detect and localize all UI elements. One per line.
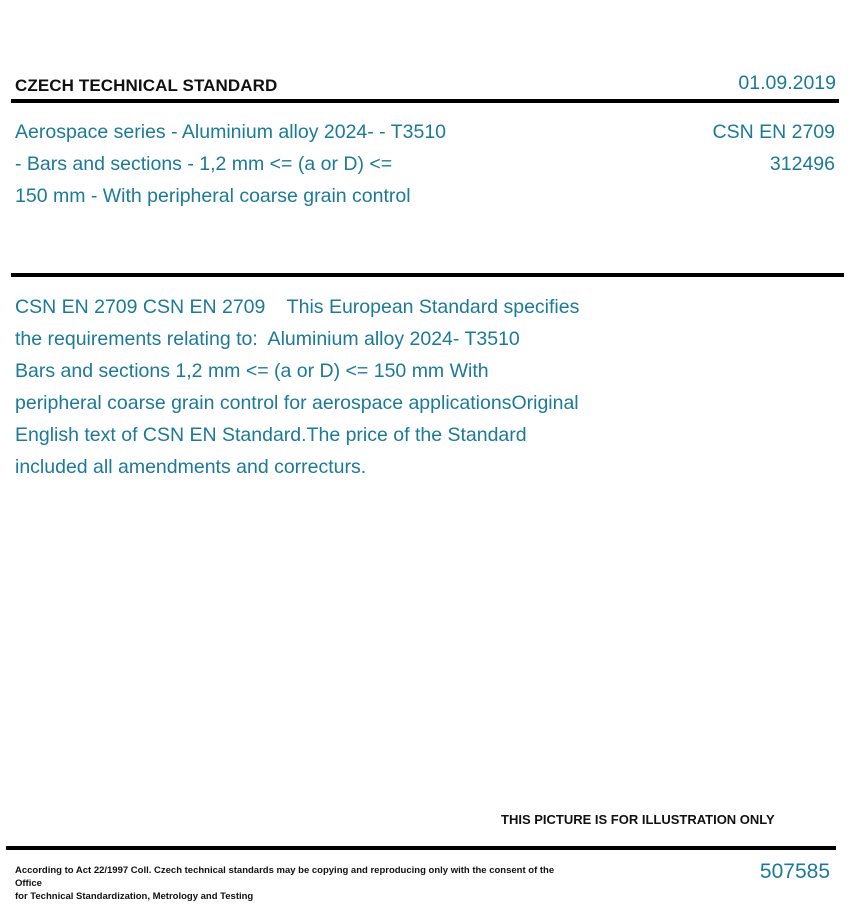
document-type-heading: CZECH TECHNICAL STANDARD <box>15 76 278 95</box>
description-line: CSN EN 2709 CSN EN 2709 This European Standard specifies <box>15 296 580 318</box>
legal-notice-line: for Technical Standardization, Metrology and Testing <box>15 891 254 902</box>
publication-date: 01.09.2019 <box>738 72 836 94</box>
footer-divider <box>6 846 836 850</box>
catalog-number: 312496 <box>769 153 835 175</box>
description-line: the requirements relating to: Aluminium alloy 2024- T3510 <box>15 328 520 350</box>
standard-description <box>15 291 640 483</box>
standard-title-line: 150 mm - With peripheral coarse grain control <box>15 185 411 207</box>
description-line: English text of CSN EN Standard.The price of the Standard <box>15 424 527 446</box>
standard-title-line: Aerospace series - Aluminium alloy 2024- - T3510 <box>15 121 447 143</box>
illustration-notice: THIS PICTURE IS FOR ILLUSTRATION ONLY <box>501 812 775 827</box>
description-line: Bars and sections 1,2 mm <= (a or D) <= 150 mm With <box>15 360 489 382</box>
standard-code: CSN EN 2709 <box>712 121 835 143</box>
legal-notice <box>15 864 575 903</box>
header-divider <box>11 99 839 103</box>
title-divider <box>11 273 844 277</box>
standard-title <box>15 116 505 212</box>
standard-title-line: - Bars and sections - 1,2 mm <= (a or D) <= <box>15 153 393 175</box>
legal-notice-line: According to Act 22/1997 Coll. Czech technical standards may be copying and reproducing only with the consent of the Office <box>15 865 555 889</box>
description-line: peripheral coarse grain control for aerospace applicationsOriginal <box>15 392 579 414</box>
description-line: included all amendments and correcturs. <box>15 456 367 478</box>
document-id: 507585 <box>759 860 830 883</box>
